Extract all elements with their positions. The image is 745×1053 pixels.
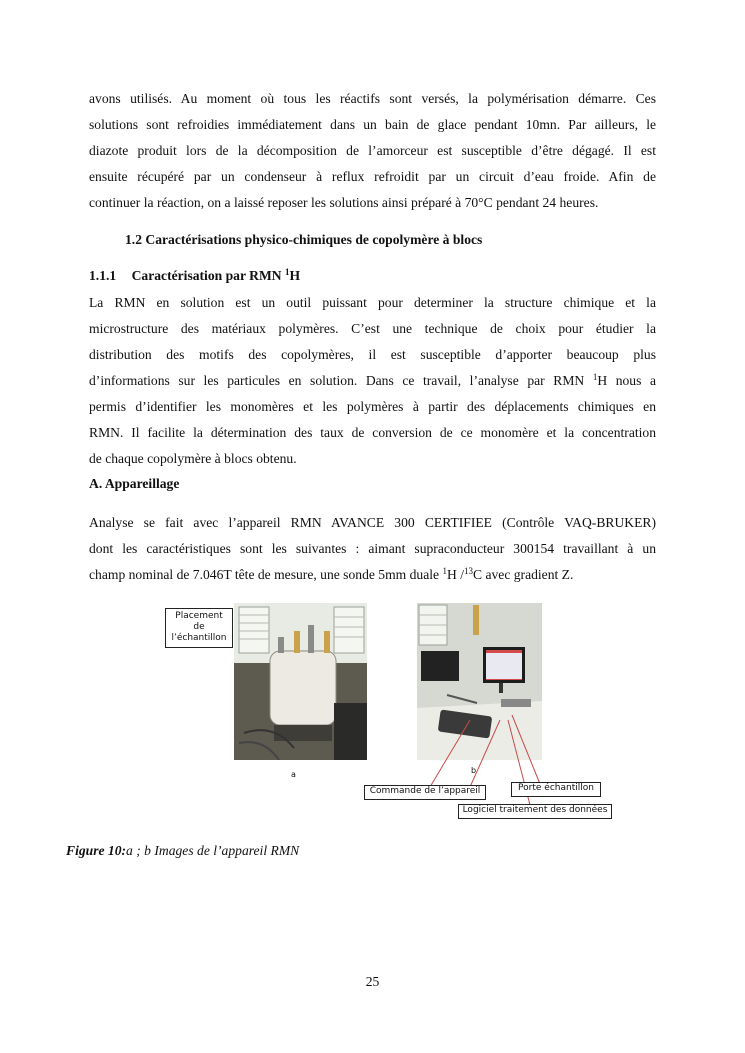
heading-title: Caractérisation par RMN [131, 268, 285, 283]
callout-sample-holder: Porte échantillon [511, 782, 601, 797]
figure-caption [66, 843, 299, 859]
text-segment: C avec gradient Z. [472, 567, 574, 582]
section-heading-1-2: 1.2 Caractérisations physico-chimiques de copolymère à blocs [125, 232, 483, 247]
text-line: diazote produit lors de la décomposition de l’amorceur est susceptible d’être dégagé. Il est [89, 143, 656, 158]
text-line: La RMN en solution est un outil puissant pour determiner la structure chimique et la [89, 295, 656, 310]
text-line: continuer la réaction, on a laissé reposer les solutions ainsi préparé à 70°C pendant 24 heures. [89, 195, 599, 210]
callout-line: l’échantillon [171, 633, 227, 643]
text-line: distribution des motifs des copolymères, il est susceptible d’apporter beaucoup plus [89, 347, 656, 362]
text-segment: d’informations sur les particules en solution. Dans ce travail, l’analyse par RMN [89, 373, 593, 388]
figure-label-b: b [471, 766, 477, 775]
text-segment: H nous a [597, 373, 656, 388]
heading-suffix: H [289, 268, 301, 283]
text-segment: H / [446, 567, 464, 582]
superscript: 1 [592, 372, 598, 382]
text-line: permis d’identifier les monomères et les polymères à partir des déplacements chimiques en [89, 399, 656, 414]
superscript: 13 [463, 566, 473, 576]
callout-line: Placement [175, 611, 223, 621]
leader-commande-2 [470, 720, 500, 787]
text-line: solutions sont refroidies immédiatement dans un bain de glace pendant 10mn. Par ailleurs, le [89, 117, 656, 132]
text-line: ensuite récupéré par un condenseur à reflux refroidit par un circuit d’eau froide. Afin de [89, 169, 656, 184]
leader-porte [512, 715, 540, 784]
caption-label: Figure 10: [66, 843, 127, 858]
text-line: Analyse se fait avec l’appareil RMN AVANCE 300 CERTIFIEE (Contrôle VAQ-BRUKER) [89, 515, 656, 530]
callout-data-software: Logiciel traitement des données [458, 804, 612, 819]
page-number: 25 [365, 974, 380, 989]
callout-device-control: Commande de l’appareil [364, 785, 486, 800]
text-line: RMN. Il facilite la détermination des taux de conversion de ce monomère et la concentration [89, 425, 656, 440]
leader-commande [430, 720, 470, 787]
heading-number: 1.1.1 [89, 268, 117, 283]
text-line: microstructure des matériaux polymères. C’est une technique de choix pour étudier la [89, 321, 656, 336]
callout-line: de [193, 622, 205, 632]
text-segment: champ nominal de 7.046T tête de mesure, une sonde 5mm duale [89, 567, 443, 582]
superscript: 1 [442, 566, 447, 576]
caption-text: a ; b Images de l’appareil RMN [126, 843, 300, 858]
text-line: avons utilisés. Au moment où tous les réactifs sont versés, la polymérisation démarre. Ces [89, 91, 656, 106]
text-line: de chaque copolymère à blocs obtenu. [89, 451, 297, 466]
heading-superscript: 1 [285, 267, 290, 277]
section-heading-appareillage: A. Appareillage [89, 476, 180, 491]
figure-label-a: a [291, 770, 296, 779]
text-line: dont les caractéristiques sont les suivantes : aimant supraconducteur 300154 travaillant à un [89, 541, 656, 556]
